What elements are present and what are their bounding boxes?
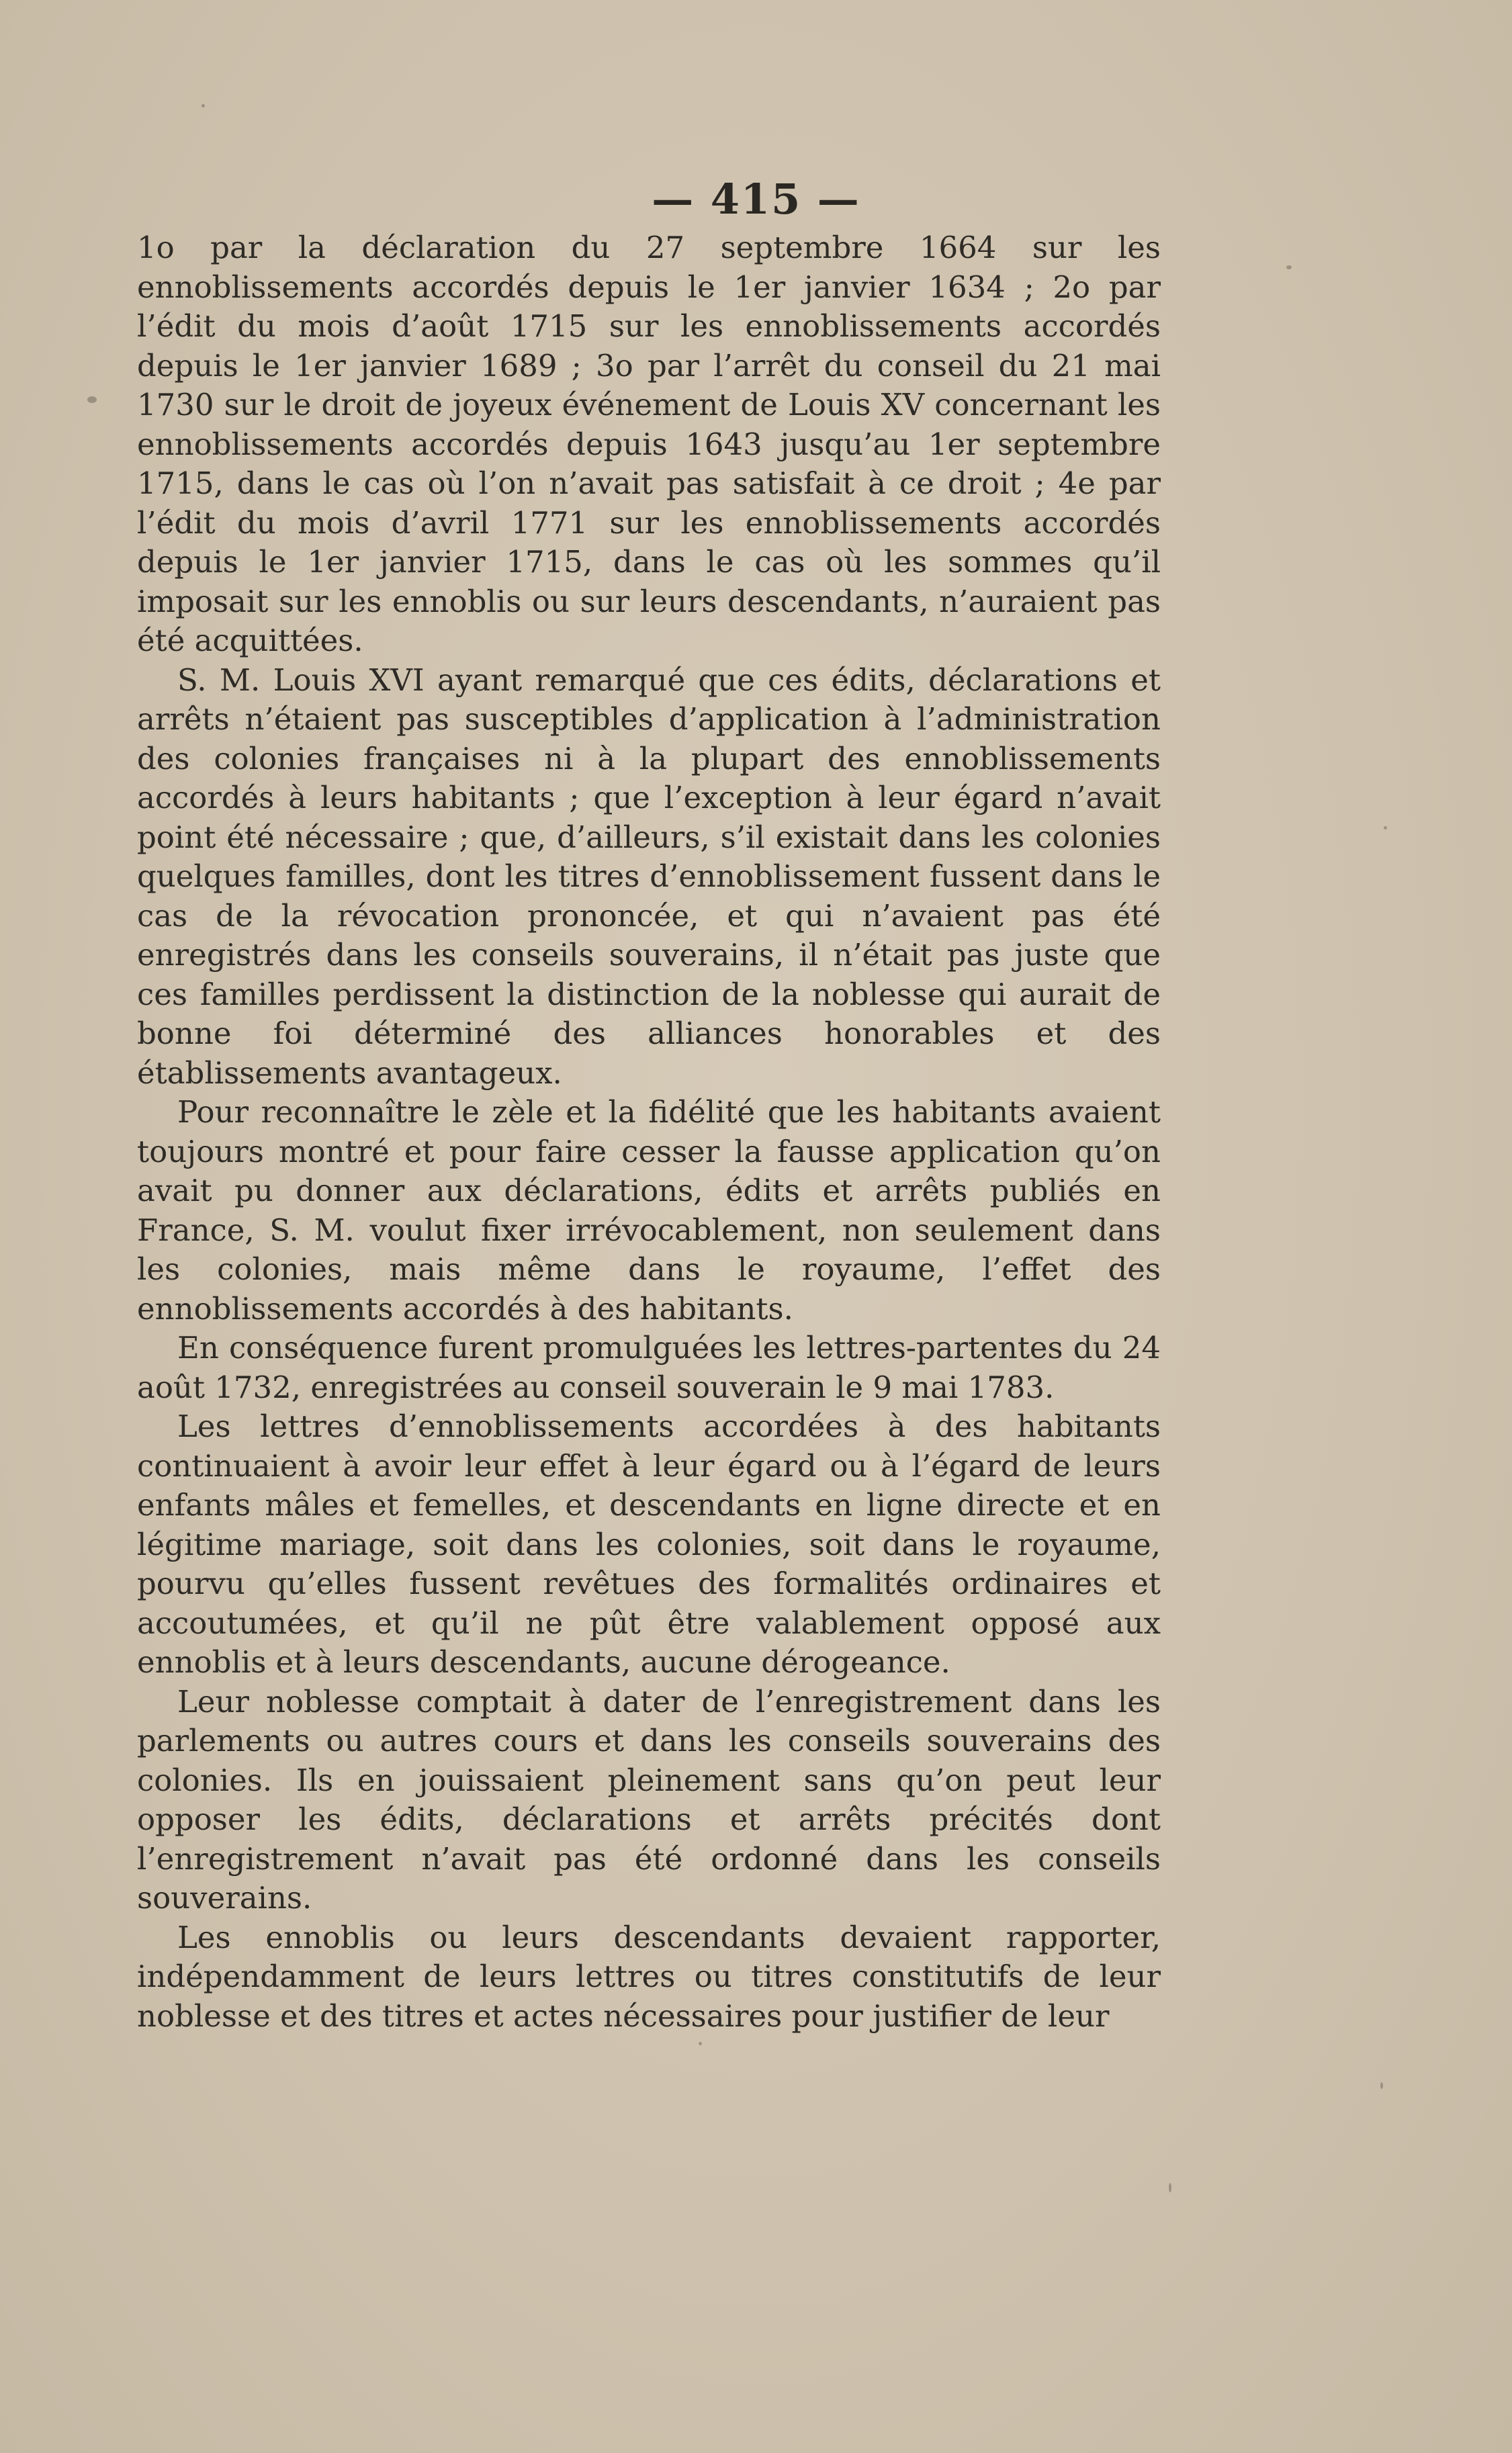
body-text	[137, 228, 1161, 2036]
paper-speck	[202, 104, 205, 107]
paragraph-2: S. M. Louis XVI ayant remarqué que ces édits, déclarations et arrêts n’étaient pas susceptibles d’application à l’administration des colonies françaises ni à la plupart des ennoblissements accordés à leurs habitants ; que l’exception à leur égard n’avait point été nécessaire ; que, d’ailleurs, s’il existait dans les colonies quelques familles, dont les titres d’ennoblissement fussent dans le cas de la révocation prononcée, et qui n’avaient pas été enregistrés dans les conseils souverains, il n’était pas juste que ces familles perdissent la distinction de la noblesse qui aurait de bonne foi déterminé des alliances honorables et des établissements avantageux.	[137, 662, 1161, 1091]
paragraph-6: Leur noblesse comptait à dater de l’enregistrement dans les parlements ou autres cours et dans les conseils souverains des colonies. Ils en jouissaient pleinement sans qu’on peut leur opposer les édits, déclarations et arrêts précités dont l’enregistrement n’avait pas été ordonné dans les conseils souverains.	[137, 1683, 1161, 1916]
paper-speck	[1169, 2183, 1171, 2192]
paper-speck	[87, 396, 97, 403]
page-number: — 415 —	[652, 175, 860, 224]
paper-speck	[1384, 826, 1387, 830]
paper-speck	[1380, 2082, 1383, 2089]
paragraph-3: Pour reconnaître le zèle et la fidélité que les habitants avaient toujours montré et pour faire cesser la fausse application qu’on avait pu donner aux déclarations, édits et arrêts publiés en France, S. M. voulut fixer irrévocablement, non seulement dans les colonies, mais même dans le royaume, l’effet des ennoblissements accordés à des habitants.	[137, 1094, 1161, 1327]
paragraph-4: En conséquence furent promulguées les lettres-partentes du 24 août 1732, enregistrées au conseil souverain le 9 mai 1783.	[137, 1330, 1161, 1405]
paper-speck	[699, 2042, 702, 2045]
paragraph-7: Les ennoblis ou leurs descendants devaient rapporter, indépendamment de leurs lettres ou titres constitutifs de leur noblesse et des titres et actes nécessaires pour justifier de leur	[137, 1919, 1161, 2034]
paper-speck	[1286, 265, 1292, 269]
paragraph-1: 1o par la déclaration du 27 septembre 1664 sur les ennoblissements accordés depuis le 1er janvier 1634 ; 2o par l’édit du mois d’août 1715 sur les ennoblissements accordés depuis le 1er janvier 1689 ; 3o par l’arrêt du conseil du 21 mai 1730 sur le droit de joyeux événement de Louis XV concernant les ennoblissements accordés depuis 1643 jusqu’au 1er septembre 1715, dans le cas où l’on n’avait pas satisfait à ce droit ; 4e par l’édit du mois d’avril 1771 sur les ennoblissements accordés depuis le 1er janvier 1715, dans le cas où les sommes qu’il imposait sur les ennoblis ou sur leurs descendants, n’auraient pas été acquittées.	[137, 230, 1161, 658]
paragraph-5: Les lettres d’ennoblissements accordées à des habitants continuaient à avoir leur effet à leur égard ou à l’égard de leurs enfants mâles et femelles, et descendants en ligne directe et en légitime mariage, soit dans les colonies, soit dans le royaume, pourvu qu’elles fussent revêtues des formalités ordinaires et accoutumées, et qu’il ne pût être valablement opposé aux ennoblis et à leurs descendants, aucune dérogeance.	[137, 1409, 1161, 1680]
